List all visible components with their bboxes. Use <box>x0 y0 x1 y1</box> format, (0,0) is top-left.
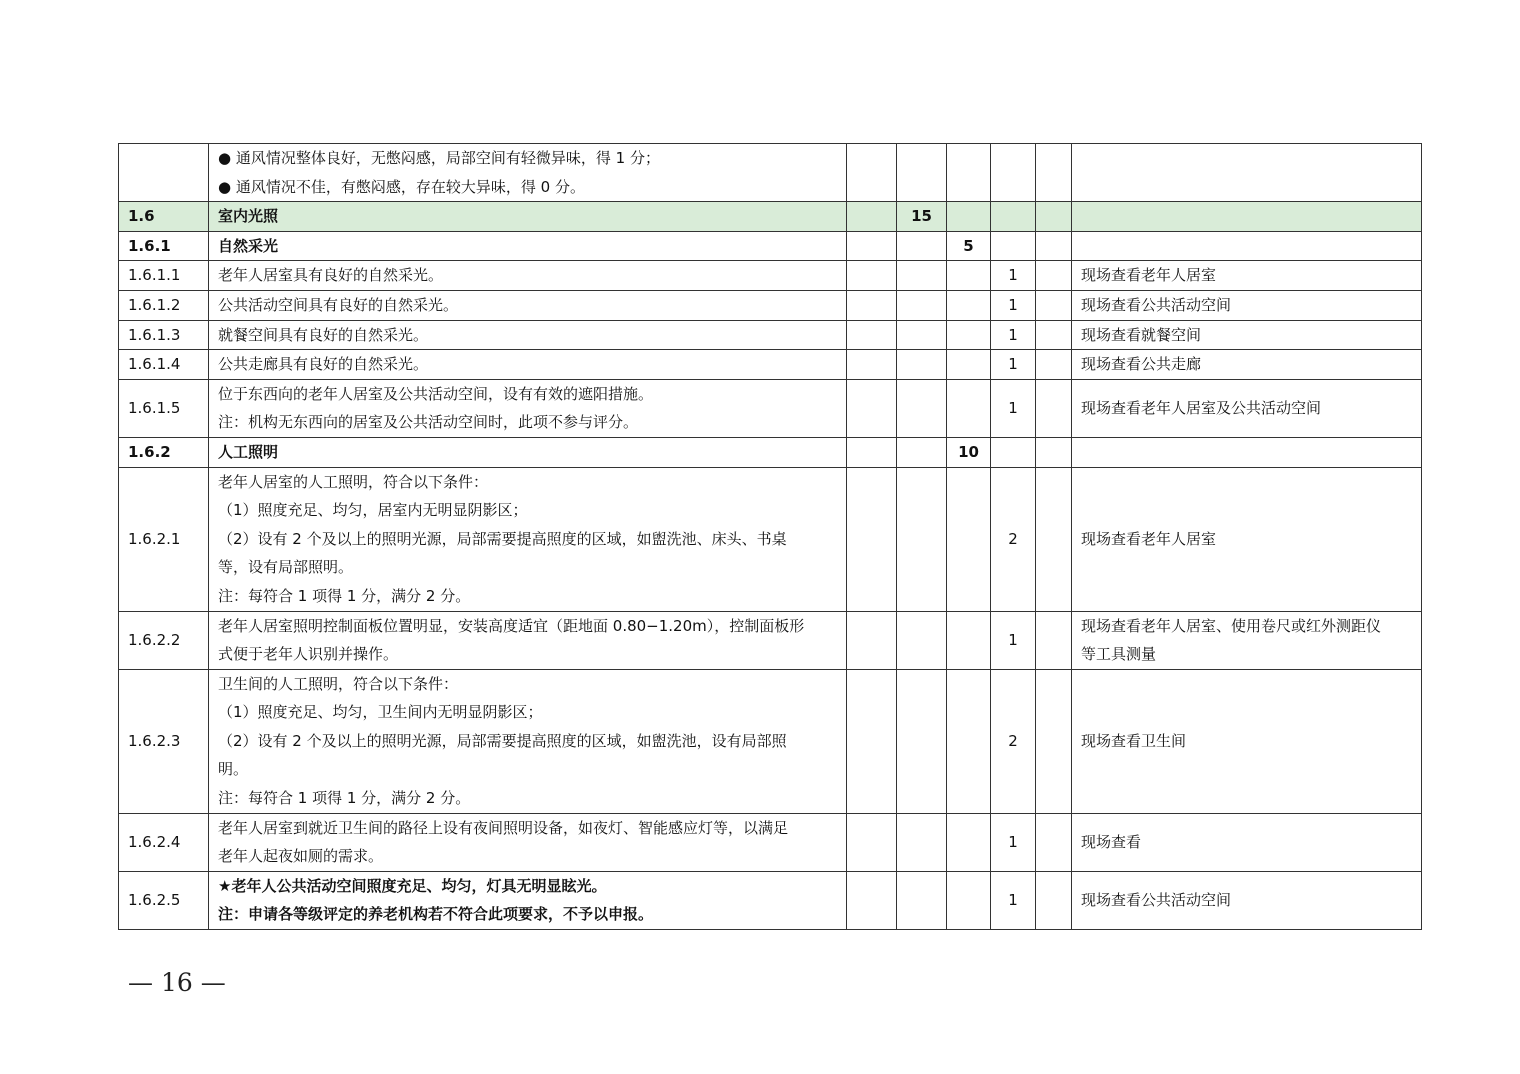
method-line: 现场查看老年人居室 <box>1081 266 1217 285</box>
item-code: 1.6.1.3 <box>119 320 209 350</box>
score-cell: 1 <box>991 261 1036 291</box>
content-line: 老年人居室到就近卫生间的路径上设有夜间照明设备，如夜灯、智能感应灯等，以满足 <box>218 818 789 837</box>
content-line: 位于东西向的老年人居室及公共活动空间，设有有效的遮阳措施。 <box>218 384 654 403</box>
score-cell <box>1036 669 1072 813</box>
item-code: 1.6.2.4 <box>119 813 209 871</box>
content-line: 老年人居室照明控制面板位置明显，安装高度适宜（距地面 0.80−1.20m），控制面板形 <box>218 616 805 635</box>
score-cell <box>947 611 991 669</box>
evaluation-method <box>1072 437 1422 467</box>
score-cell: 1 <box>991 611 1036 669</box>
score-cell <box>897 467 947 611</box>
score-cell <box>897 669 947 813</box>
method-line: 现场查看老年人居室、使用卷尺或红外测距仪 <box>1081 616 1382 635</box>
method-line: 现场查看老年人居室及公共活动空间 <box>1081 399 1322 418</box>
item-code: 1.6.2.1 <box>119 467 209 611</box>
evaluation-method <box>1072 871 1422 929</box>
score-cell <box>1036 261 1072 291</box>
score-cell <box>947 813 991 871</box>
content-line: 自然采光 <box>218 236 279 255</box>
evaluation-method <box>1072 320 1422 350</box>
evaluation-method <box>1072 813 1422 871</box>
item-content <box>209 231 847 261</box>
content-line: （1）照度充足、均匀，居室内无明显阴影区； <box>218 501 528 520</box>
evaluation-method <box>1072 261 1422 291</box>
score-cell <box>947 261 991 291</box>
score-cell: 1 <box>991 813 1036 871</box>
content-line: 就餐空间具有良好的自然采光。 <box>218 325 429 344</box>
score-cell <box>1036 611 1072 669</box>
evaluation-method <box>1072 467 1422 611</box>
subsection-row <box>119 437 1422 467</box>
score-cell <box>947 202 991 232</box>
score-cell: 2 <box>991 467 1036 611</box>
empty-cell <box>847 813 897 871</box>
table-row <box>119 290 1422 320</box>
table-row <box>119 871 1422 929</box>
score-cell <box>947 144 991 202</box>
evaluation-method <box>1072 611 1422 669</box>
score-cell: 1 <box>991 290 1036 320</box>
evaluation-table <box>118 143 1422 930</box>
content-line: 卫生间的人工照明，符合以下条件： <box>218 674 459 693</box>
content-line: 等，设有局部照明。 <box>218 558 354 577</box>
score-cell <box>991 144 1036 202</box>
content-line: 公共活动空间具有良好的自然采光。 <box>218 295 459 314</box>
score-cell <box>897 813 947 871</box>
content-line: 注：申请各等级评定的养老机构若不符合此项要求，不予以申报。 <box>218 905 654 924</box>
content-line: ★老年人公共活动空间照度充足、均匀，灯具无明显眩光。 <box>218 876 607 895</box>
item-content <box>209 144 847 202</box>
item-code: 1.6.2.3 <box>119 669 209 813</box>
score-cell <box>1036 320 1072 350</box>
item-content <box>209 202 847 232</box>
score-cell <box>897 437 947 467</box>
table-row <box>119 350 1422 380</box>
content-line: （2）设有 2 个及以上的照明光源，局部需要提高照度的区域，如盥洗池、床头、书桌 <box>218 529 787 548</box>
score-cell <box>1036 813 1072 871</box>
score-cell <box>897 871 947 929</box>
content-line: ● 通风情况不佳，有憋闷感，存在较大异味，得 0 分。 <box>218 177 585 196</box>
item-content <box>209 350 847 380</box>
item-content <box>209 261 847 291</box>
content-line: （1）照度充足、均匀，卫生间内无明显阴影区； <box>218 703 543 722</box>
score-cell <box>991 202 1036 232</box>
content-line: 老年人起夜如厕的需求。 <box>218 847 384 866</box>
page-number: — 16 — <box>128 968 226 997</box>
score-cell <box>897 231 947 261</box>
score-cell <box>947 467 991 611</box>
score-cell: 5 <box>947 231 991 261</box>
content-line: 注：每符合 1 项得 1 分，满分 2 分。 <box>218 586 471 605</box>
empty-cell <box>847 320 897 350</box>
score-cell <box>897 290 947 320</box>
table-body <box>119 144 1422 930</box>
empty-cell <box>847 871 897 929</box>
score-cell: 1 <box>991 350 1036 380</box>
method-line: 现场查看 <box>1081 832 1142 851</box>
content-line: ● 通风情况整体良好，无憋闷感，局部空间有轻微异味，得 1 分； <box>218 149 660 167</box>
empty-cell <box>847 144 897 202</box>
score-cell: 1 <box>991 379 1036 437</box>
item-content <box>209 437 847 467</box>
table-row <box>119 261 1422 291</box>
evaluation-method <box>1072 231 1422 261</box>
empty-cell <box>847 611 897 669</box>
empty-cell <box>847 261 897 291</box>
item-code: 1.6.1.2 <box>119 290 209 320</box>
score-cell <box>1036 467 1072 611</box>
score-cell <box>897 350 947 380</box>
item-content <box>209 813 847 871</box>
content-line: 式便于老年人识别并操作。 <box>218 645 399 664</box>
score-cell: 15 <box>897 202 947 232</box>
item-code: 1.6.1.5 <box>119 379 209 437</box>
empty-cell <box>847 437 897 467</box>
table-row <box>119 144 1422 202</box>
item-code: 1.6.1.4 <box>119 350 209 380</box>
method-line: 现场查看公共活动空间 <box>1081 295 1232 314</box>
content-line: 老年人居室的人工照明，符合以下条件： <box>218 472 489 491</box>
score-cell <box>947 350 991 380</box>
score-cell <box>947 290 991 320</box>
score-cell <box>897 261 947 291</box>
item-content <box>209 611 847 669</box>
score-cell <box>1036 350 1072 380</box>
item-content <box>209 379 847 437</box>
score-cell <box>897 144 947 202</box>
table-row <box>119 379 1422 437</box>
empty-cell <box>847 379 897 437</box>
content-line: （2）设有 2 个及以上的照明光源，局部需要提高照度的区域，如盥洗池，设有局部照 <box>218 731 787 750</box>
table-row <box>119 669 1422 813</box>
content-line: 注：每符合 1 项得 1 分，满分 2 分。 <box>218 789 471 808</box>
score-cell: 1 <box>991 871 1036 929</box>
empty-cell <box>847 669 897 813</box>
empty-cell <box>847 202 897 232</box>
content-line: 公共走廊具有良好的自然采光。 <box>218 355 429 374</box>
score-cell <box>947 379 991 437</box>
content-line: 室内光照 <box>218 207 279 226</box>
item-code <box>119 144 209 202</box>
content-line: 人工照明 <box>218 442 279 461</box>
empty-cell <box>847 231 897 261</box>
score-cell <box>991 231 1036 261</box>
method-line: 现场查看就餐空间 <box>1081 325 1202 344</box>
method-line: 现场查看老年人居室 <box>1081 529 1217 548</box>
evaluation-method <box>1072 350 1422 380</box>
method-line: 现场查看卫生间 <box>1081 731 1187 750</box>
content-line: 注：机构无东西向的居室及公共活动空间时，此项不参与评分。 <box>218 413 639 432</box>
subsection-row <box>119 231 1422 261</box>
item-code: 1.6.2.5 <box>119 871 209 929</box>
item-code: 1.6.1.1 <box>119 261 209 291</box>
item-code: 1.6 <box>119 202 209 232</box>
item-content <box>209 290 847 320</box>
score-cell <box>1036 202 1072 232</box>
score-cell <box>1036 290 1072 320</box>
method-line: 现场查看公共走廊 <box>1081 355 1202 374</box>
score-cell <box>897 611 947 669</box>
score-cell <box>1036 871 1072 929</box>
item-content <box>209 467 847 611</box>
table-row <box>119 813 1422 871</box>
item-code: 1.6.2.2 <box>119 611 209 669</box>
empty-cell <box>847 350 897 380</box>
score-cell: 2 <box>991 669 1036 813</box>
item-content <box>209 669 847 813</box>
score-cell <box>897 379 947 437</box>
evaluation-method <box>1072 202 1422 232</box>
score-cell <box>947 871 991 929</box>
evaluation-method <box>1072 669 1422 813</box>
item-content <box>209 320 847 350</box>
score-cell: 1 <box>991 320 1036 350</box>
content-line: 老年人居室具有良好的自然采光。 <box>218 266 444 285</box>
score-cell <box>947 320 991 350</box>
score-cell <box>897 320 947 350</box>
content-line: 明。 <box>218 760 249 779</box>
item-code: 1.6.1 <box>119 231 209 261</box>
evaluation-method <box>1072 144 1422 202</box>
table-row <box>119 467 1422 611</box>
score-cell <box>1036 437 1072 467</box>
score-cell <box>1036 231 1072 261</box>
item-content <box>209 871 847 929</box>
score-cell <box>1036 379 1072 437</box>
score-cell <box>947 669 991 813</box>
score-cell: 10 <box>947 437 991 467</box>
evaluation-method <box>1072 379 1422 437</box>
empty-cell <box>847 467 897 611</box>
score-cell <box>1036 144 1072 202</box>
table-row <box>119 320 1422 350</box>
method-line: 等工具测量 <box>1081 645 1157 664</box>
section-row <box>119 202 1422 232</box>
empty-cell <box>847 290 897 320</box>
method-line: 现场查看公共活动空间 <box>1081 891 1232 910</box>
item-code: 1.6.2 <box>119 437 209 467</box>
table-row <box>119 611 1422 669</box>
evaluation-method <box>1072 290 1422 320</box>
score-cell <box>991 437 1036 467</box>
